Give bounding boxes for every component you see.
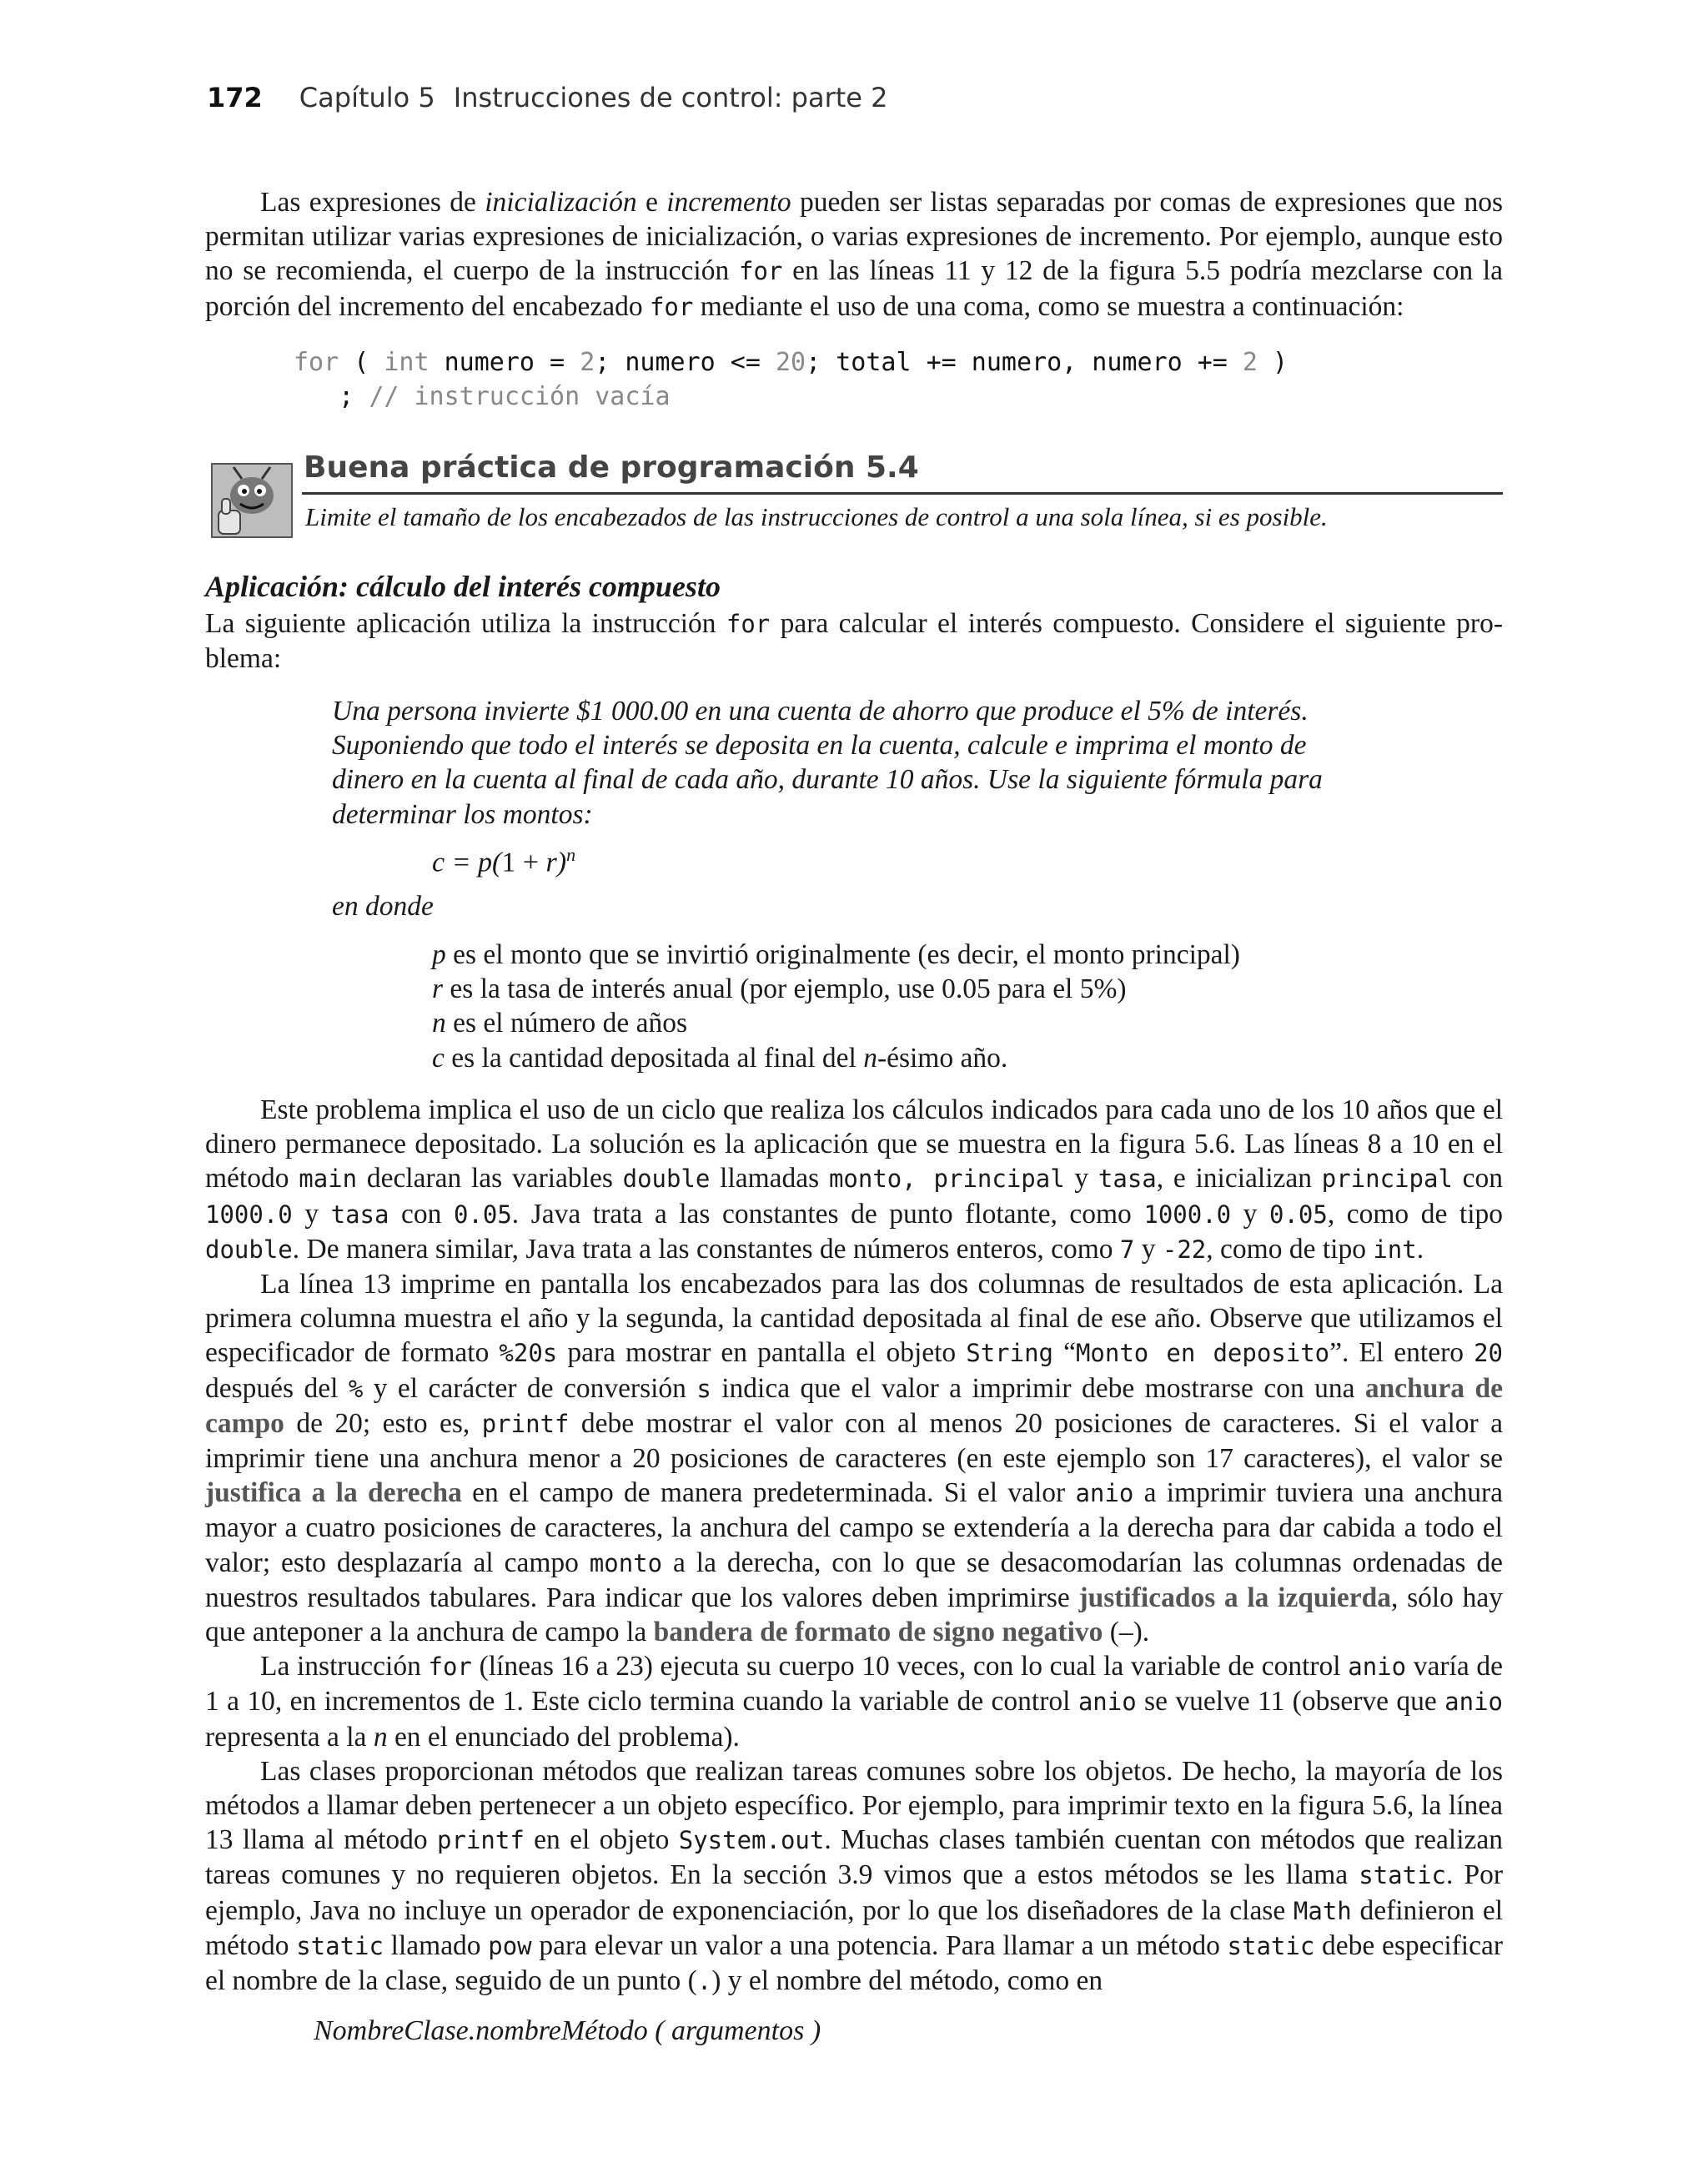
tip-divider <box>302 492 1503 495</box>
running-header <box>207 82 888 113</box>
chapter-title: Instrucciones de control: parte 2 <box>453 82 888 113</box>
paragraph-4: La instrucción for (líneas 16 a 23) ejecuta su cuerpo 10 veces, con lo cual la variable de control anio varía de 1 a 10, en incrementos de 1. Este ciclo termina cuando la variable de control anio se vuelve 11 (observe que anio representa a la n en el enunciado del problema). <box>205 1651 1503 1753</box>
bug-thumbs-up-icon <box>210 462 294 539</box>
def-c: c es la cantidad depositada al final del n-ésimo año. <box>432 1042 1008 1074</box>
compound-interest-formula: $c = p(1 + r)^n$ <box>432 844 576 878</box>
section-intro: La siguiente aplicación utiliza la instrucción for para calcular el interés compuesto. Considere el siguiente pro-blema: <box>205 608 1503 675</box>
tip-title: Buena práctica de programación 5.4 <box>304 450 919 485</box>
def-r: r es la tasa de interés anual (por ejemplo, use 0.05 para el 5%) <box>432 973 1127 1005</box>
static-call-syntax: NombreClase.nombreMétodo ( argumentos ) <box>314 2015 821 2046</box>
section-heading: Aplicación: cálculo del interés compuesto <box>205 570 721 603</box>
intro-paragraph: Las expresiones de inicialización e incremento pueden ser listas separadas por comas de expresiones que nos permitan utilizar varias expresiones de inicialización, o varias expresiones de incremento. Por ejemplo, aunque esto no se recomienda, el cuerpo de la instrucción for en las líneas 11 y 12 de la figura 5.5 podría mezclarse con la porción del incremento del encabezado for mediante el uso de una coma, como se muestra a continuación: <box>205 187 1504 322</box>
good-practice-box <box>210 450 1503 542</box>
body-paragraphs <box>205 1093 1503 1999</box>
where-label: en donde <box>332 891 434 922</box>
paragraph-2: Este problema implica el uso de un ciclo que realiza los cálculos indicados para cada uno de los 10 años que el dinero permanece depositado. La solución es la aplicación que se muestra en la figura 5.6. Las líneas 8 a 10 en el método main declaran las variables double llamadas monto, principal y tasa, e inicializan principal con 1000.0 y tasa con 0.05. Java trata a las constantes de punto flotante, como 1000.0 y 0.05, como de tipo double. De manera similar, Java trata a las constantes de números enteros, como 7 y -22, como de tipo int. <box>205 1094 1504 1265</box>
problem-statement: Una persona invierte $1 000.00 en una cuenta de ahorro que produce el 5% de interés. Suponiendo que todo el interés se deposita en la cuenta, calcule e imprima el monto de dinero en la cuenta al final de cada año, durante 10 años. Use la siguiente fórmula para determinar los montos: <box>332 696 1323 830</box>
def-n: n es el número de años <box>432 1008 688 1039</box>
tip-text: Limite el tamaño de los encabezados de las instrucciones de control a una sola línea, si es posible. <box>305 502 1328 531</box>
page-number: 172 <box>207 82 263 113</box>
paragraph-3: La línea 13 imprime en pantalla los encabezados para las dos columnas de resultados de esta aplicación. La primera columna muestra el año y la segunda, la cantidad depositada al final de ese año. Observe que utilizamos el especificador de formato %20s para mostrar en pantalla el objeto String “Monto en deposito”. El entero 20 después del % y el carácter de conversión s indica que el valor a imprimir debe mostrarse con una anchura de campo de 20; esto es, printf debe mostrar el valor con al menos 20 posiciones de caracteres. Si el valor a imprimir tiene una anchura menor a 20 posiciones de caracteres (en este ejemplo son 17 caracteres), el valor se justifica a la derecha en el campo de manera predeterminada. Si el valor anio a imprimir tuviera una anchura mayor a cuatro posiciones de caracteres, la anchura del campo se extendería a la derecha para dar cabida a todo el valor; esto desplazaría al campo monto a la derecha, con lo que se desacomodarían las columnas ordenadas de nuestros resultados tabulares. Para indicar que los valores deben imprimirse justificados a la izquierda, sólo hay que anteponer a la anchura de campo la bandera de formato de signo negativo (–). <box>205 1269 1503 1648</box>
code-example: for ( int numero = 2; numero <= 20; total += numero, numero += 2 ) ; // instrucción vacía <box>294 348 1289 411</box>
chapter-label: Capítulo 5 <box>299 82 435 113</box>
def-p: p es el monto que se invirtió originalmente (es decir, el monto principal) <box>432 939 1240 970</box>
paragraph-5: Las clases proporcionan métodos que realizan tareas comunes sobre los objetos. De hecho, la mayoría de los métodos a llamar deben pertenecer a un objeto específico. Por ejemplo, para imprimir texto en la figura 5.6, la línea 13 llama al método printf en el objeto System.out. Muchas clases también cuentan con métodos que realizan tareas comunes y no requieren objetos. En la sección 3.9 vimos que a estos métodos se les llama static. Por ejemplo, Java no incluye un operador de exponenciación, por lo que los diseñadores de la clase Math definieron el método static llamado pow para elevar un valor a una potencia. Para llamar a un método static debe especificar el nombre de la clase, seguido de un punto (.) y el nombre del método, como en <box>205 1755 1504 1997</box>
variable-definitions <box>432 938 1240 1075</box>
